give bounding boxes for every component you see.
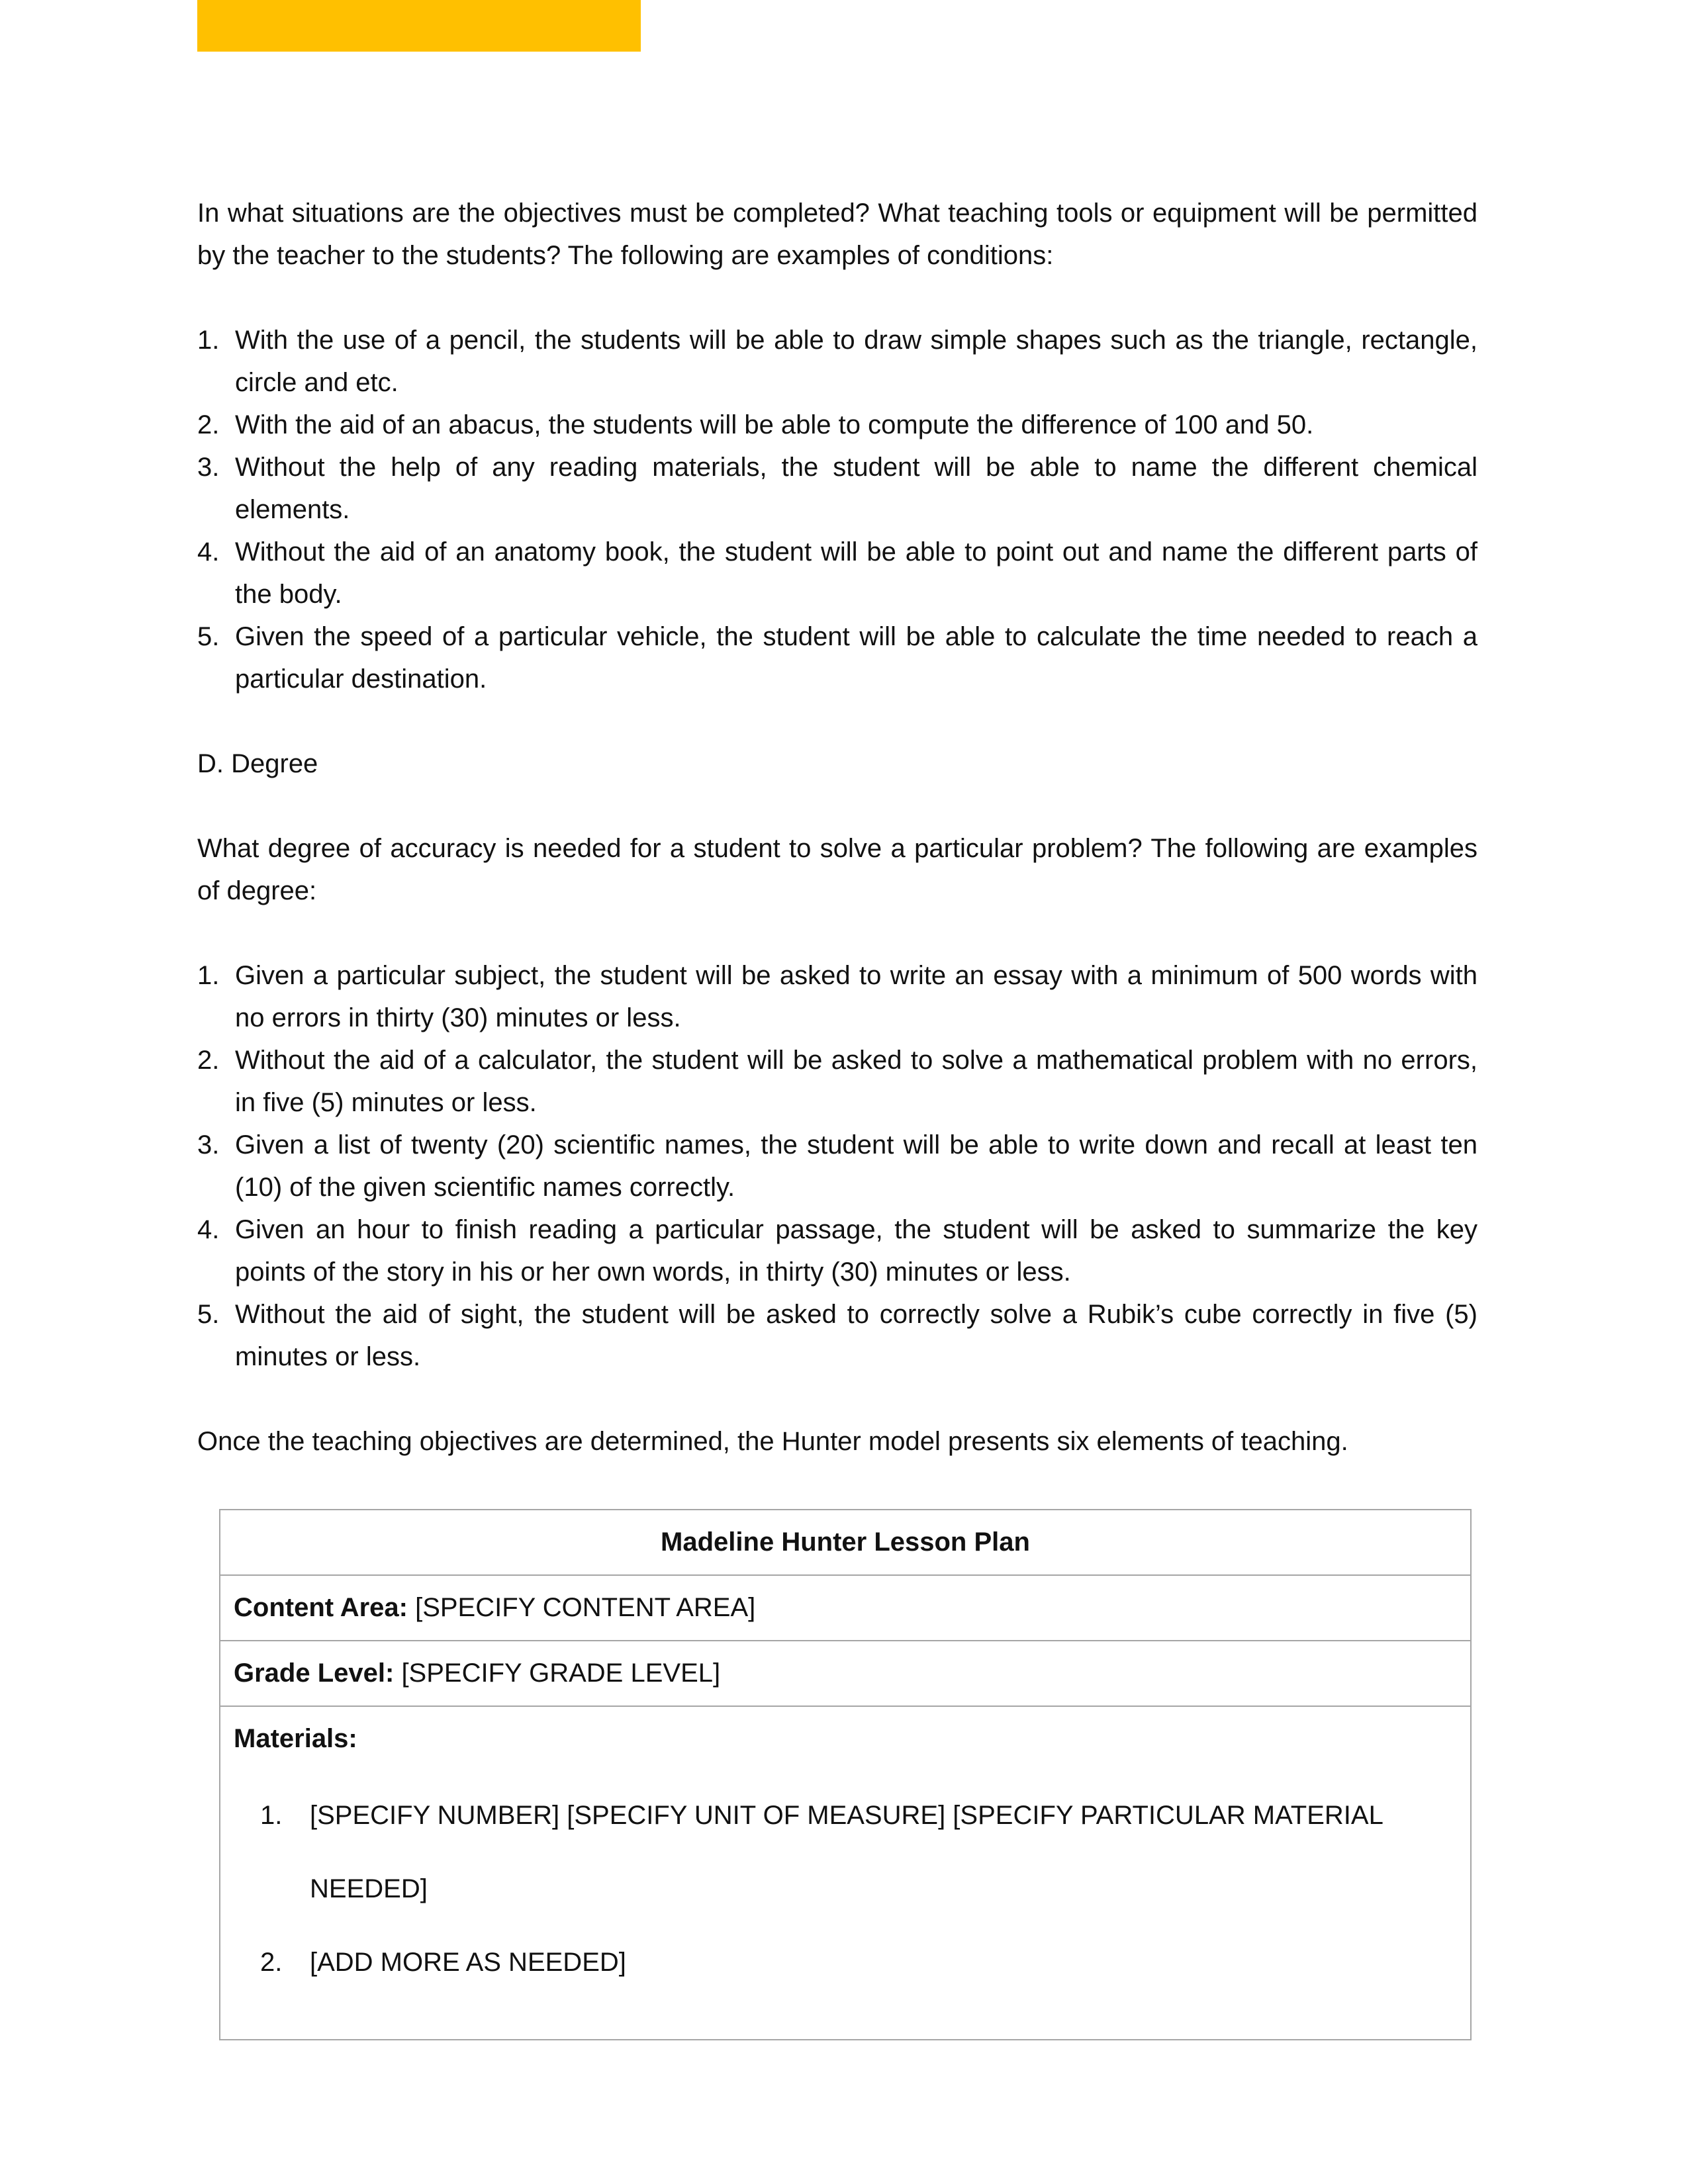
list-item: 1. [SPECIFY NUMBER] [SPECIFY UNIT OF MEASURE] [SPECIFY PARTICULAR MATERIAL NEEDED] bbox=[260, 1801, 1383, 1903]
conditions-list bbox=[197, 319, 1477, 700]
materials-label: Materials: bbox=[234, 1724, 357, 1753]
list-item: 1. With the use of a pencil, the students will be able to draw simple shapes such as the triangle, rectangle, circle and etc. bbox=[197, 326, 1477, 397]
degree-list bbox=[197, 954, 1477, 1378]
grade-level-value: [SPECIFY GRADE LEVEL] bbox=[394, 1659, 721, 1688]
grade-level-row bbox=[220, 1641, 1470, 1707]
content-area-label: Content Area: bbox=[234, 1593, 408, 1622]
conditions-intro: In what situations are the objectives must be completed? What teaching tools or equipment will be permitted by the teacher to the students? The following are examples of conditions: bbox=[197, 199, 1477, 270]
content-area-value: [SPECIFY CONTENT AREA] bbox=[407, 1593, 756, 1622]
grade-level-label: Grade Level: bbox=[234, 1659, 395, 1688]
lesson-plan-title: Madeline Hunter Lesson Plan bbox=[220, 1510, 1470, 1576]
list-item: 2. Without the aid of a calculator, the student will be asked to solve a mathematical problem with no errors, in five (5) minutes or less. bbox=[197, 1046, 1477, 1117]
materials-row bbox=[220, 1707, 1470, 2039]
closing-paragraph: Once the teaching objectives are determined, the Hunter model presents six elements of teaching. bbox=[197, 1427, 1348, 1456]
document-body bbox=[197, 192, 1477, 1463]
list-item: 4. Without the aid of an anatomy book, the student will be able to point out and name the different parts of the body. bbox=[197, 537, 1477, 609]
content-area-row bbox=[220, 1576, 1470, 1641]
degree-heading: D. Degree bbox=[197, 749, 318, 778]
list-item: 2. [ADD MORE AS NEEDED] bbox=[260, 1948, 626, 1977]
list-item: 4. Given an hour to finish reading a particular passage, the student will be asked to summarize the key points of the story in his or her own words, in thirty (30) minutes or less. bbox=[197, 1215, 1477, 1287]
degree-intro: What degree of accuracy is needed for a student to solve a particular problem? The following are examples of degree: bbox=[197, 834, 1477, 905]
list-item: 3. Given a list of twenty (20) scientific names, the student will be able to write down and recall at least ten (10) of the given scientific names correctly. bbox=[197, 1130, 1477, 1202]
list-item: 3. Without the help of any reading materials, the student will be able to name the different chemical elements. bbox=[197, 453, 1477, 524]
list-item: 1. Given a particular subject, the student will be asked to write an essay with a minimum of 500 words with no errors in thirty (30) minutes or less. bbox=[197, 961, 1477, 1032]
header-accent-bar bbox=[197, 0, 641, 52]
lesson-plan-table bbox=[219, 1509, 1472, 2040]
materials-list bbox=[234, 1779, 1457, 1999]
list-item: 2. With the aid of an abacus, the students will be able to compute the difference of 100 and 50. bbox=[197, 410, 1314, 439]
list-item: 5. Given the speed of a particular vehicle, the student will be able to calculate the time needed to reach a particular destination. bbox=[197, 622, 1477, 694]
list-item: 5. Without the aid of sight, the student will be asked to correctly solve a Rubik’s cube correctly in five (5) minutes or less. bbox=[197, 1300, 1477, 1371]
